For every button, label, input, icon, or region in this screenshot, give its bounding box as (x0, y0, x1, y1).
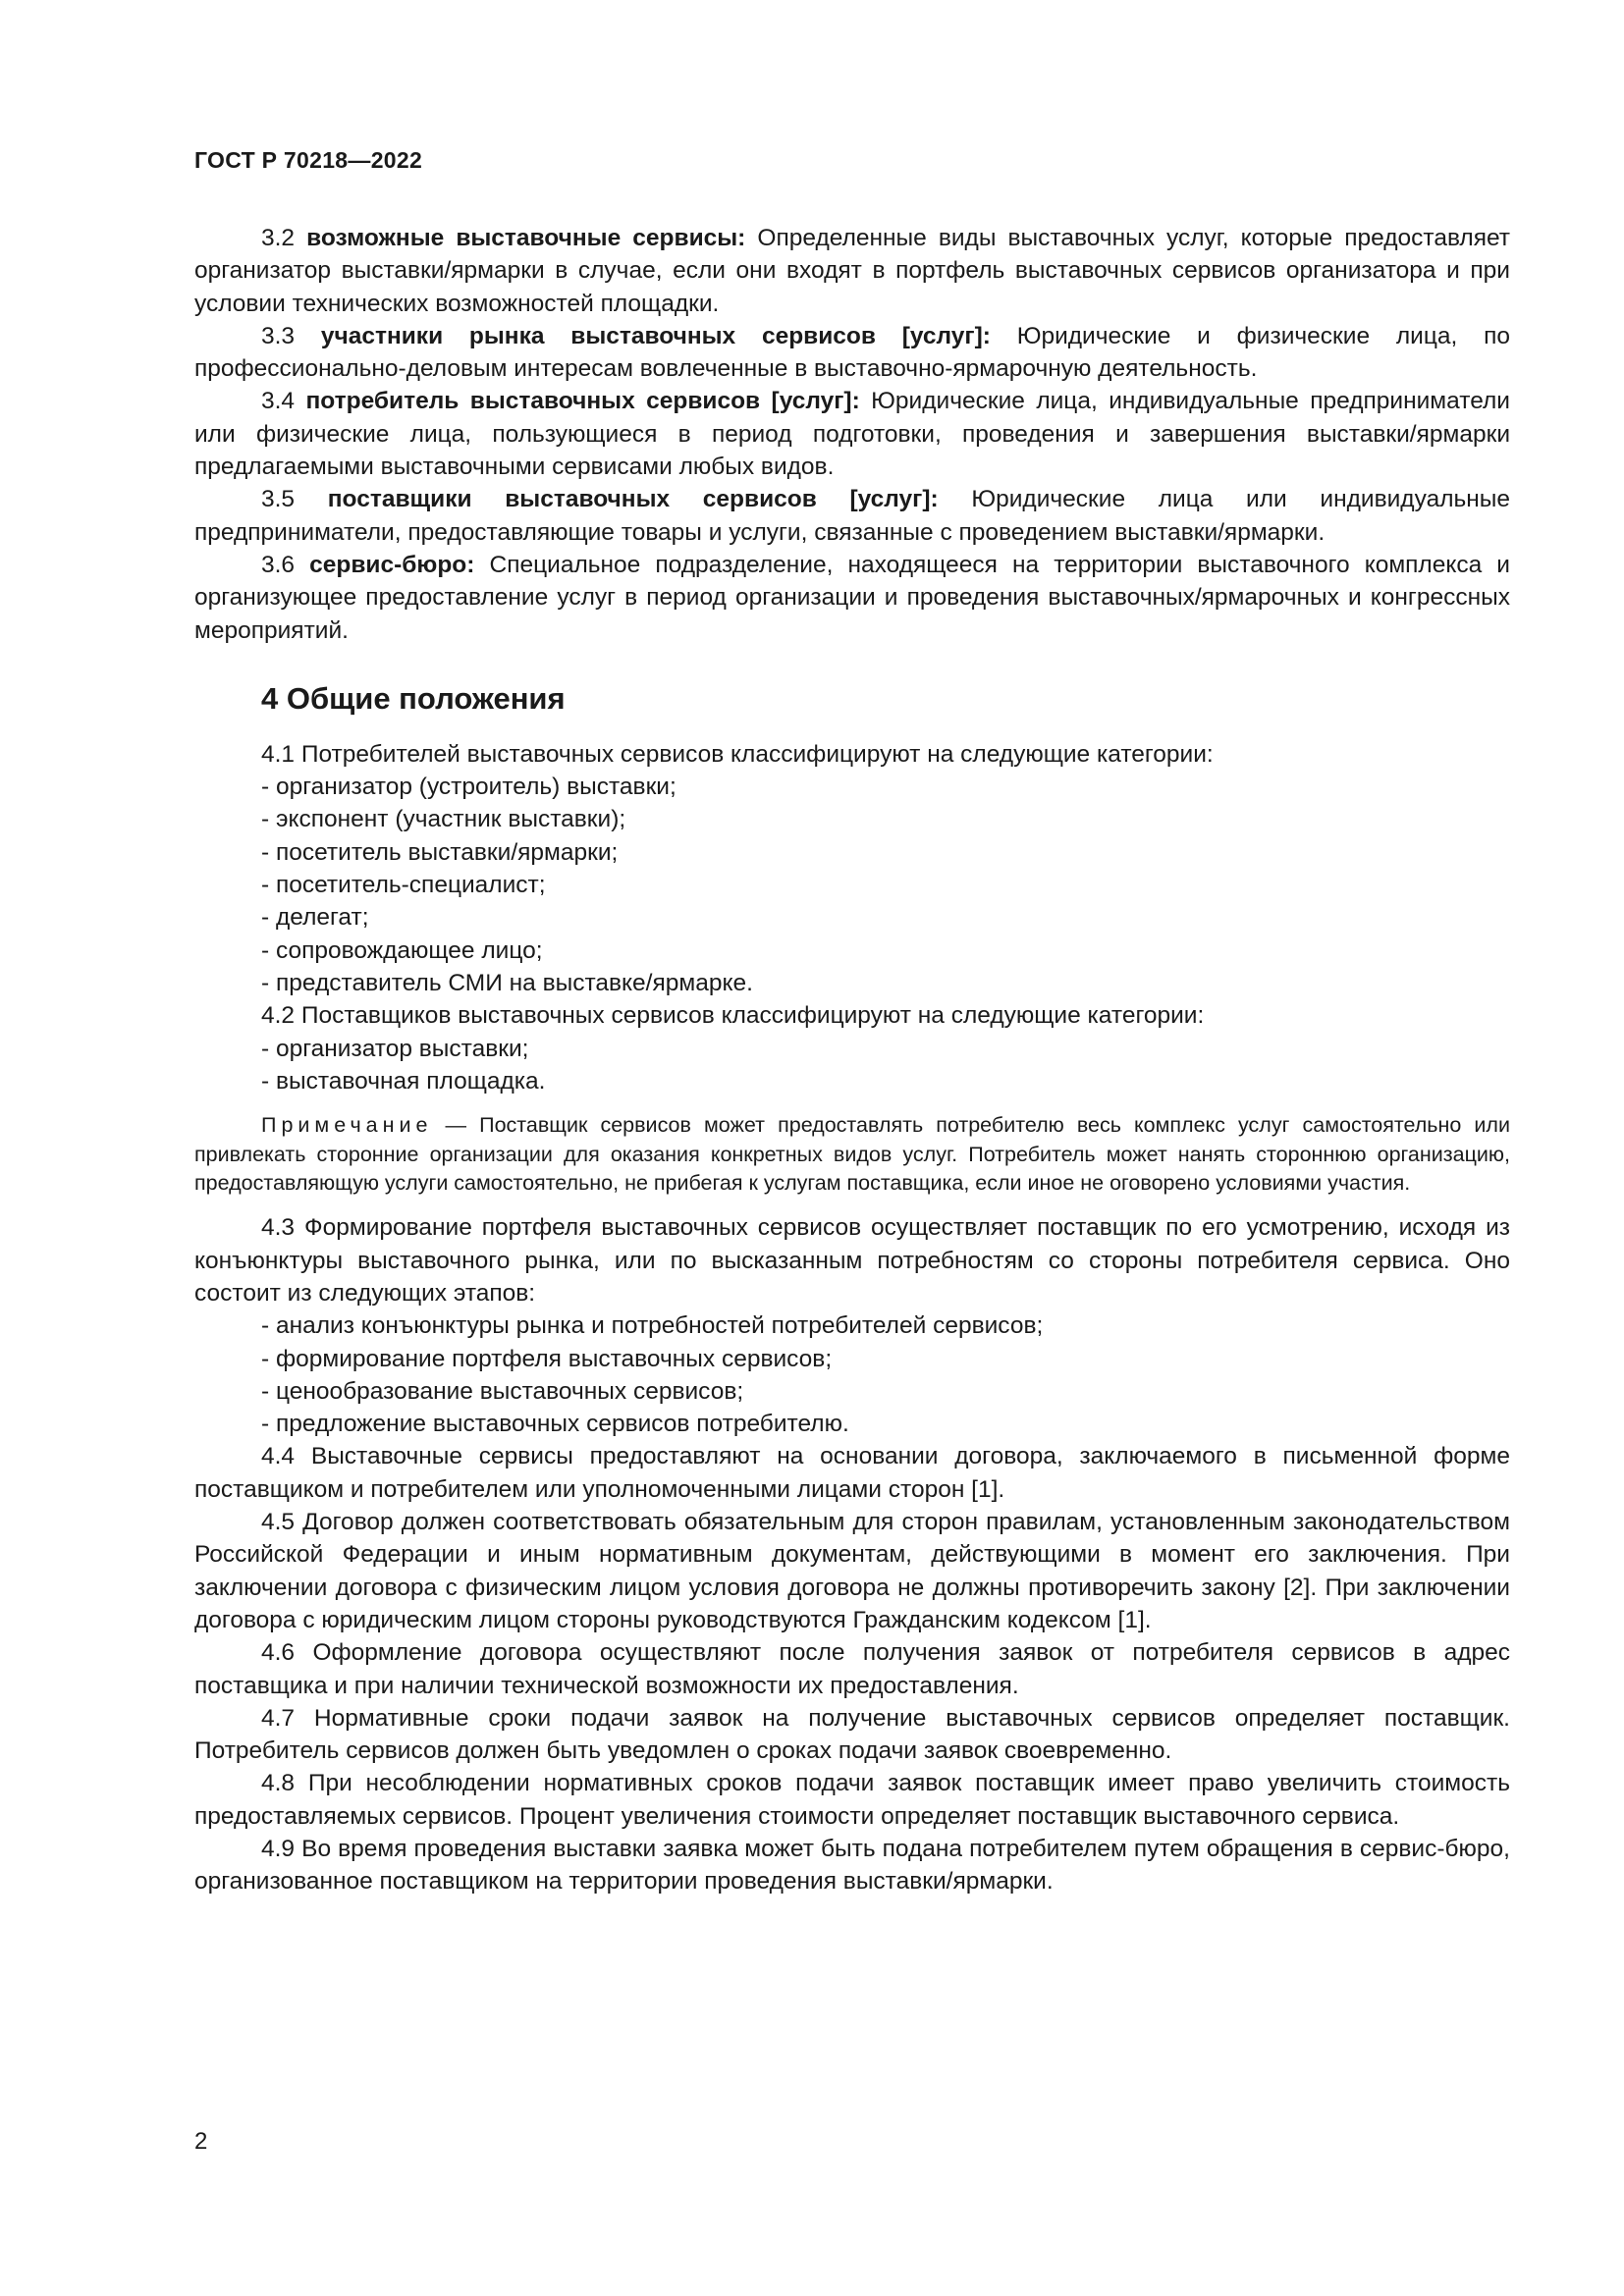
paragraph-4-7: 4.7 Нормативные сроки подачи заявок на получение выставочных сервисов определяет поставщик. Потребитель сервисов должен быть уведомлен о сроках подачи заявок своевременно. (194, 1704, 1510, 1765)
list-item: - организатор (устроитель) выставки; (261, 771, 1510, 803)
term-3-2: 3.2 возможные выставочные сервисы: Определенные виды выставочных услуг, которые предоставляет организатор выставки/ярмарки в случае, если они входят в портфель выставочных сервисов организатора и при условии технических возможностей площадки. (194, 225, 1510, 317)
term-3-3: 3.3 участники рынка выставочных сервисов [услуг]: Юридические и физические лица, по профессионально-деловым интересам вовлеченные в выставочно-ярмарочную деятельность. (194, 322, 1510, 383)
paragraph-4-4: 4.4 Выставочные сервисы предоставляют на основании договора, заключаемого в письменной форме поставщиком и потребителем или уполномоченными лицами сторон [1]. (194, 1443, 1510, 1503)
list-item: - посетитель-специалист; (261, 869, 1510, 901)
note-label: Примечание (261, 1113, 433, 1138)
consumer-categories-list (194, 771, 1510, 999)
list-item: - анализ конъюнктуры рынка и потребностей потребителей сервисов; (261, 1309, 1510, 1342)
term-definition: Специальное подразделение, находящееся на территории выставочного комплекса и организующее предоставление услуг в период организации и проведения выставочных/ярмарочных и конгрессных мероприятий. (194, 551, 1510, 644)
supplier-categories-list (194, 1033, 1510, 1098)
note-text: — Поставщик сервисов может предоставлять потребителю весь комплекс услуг самостоятельно или привлекать сторонние организации для оказания конкретных видов услуг. Потребитель может нанять стороннюю организацию, предоставляющую услуги самостоятельно, не прибегая к услугам поставщика, если иное не оговорено условиями участия. (194, 1113, 1510, 1195)
list-item: - предложение выставочных сервисов потребителю. (261, 1408, 1510, 1440)
paragraph-4-2: 4.2 Поставщиков выставочных сервисов классифицируют на следующие категории: (261, 1002, 1205, 1030)
list-item: - делегат; (261, 901, 1510, 934)
paragraph-4-3: 4.3 Формирование портфеля выставочных сервисов осуществляет поставщик по его усмотрению, исходя из конъюнктуры выставочного рынка, или по высказанным потребностям со стороны потребителя сервиса. Оно состоит из следующих этапов: (194, 1214, 1510, 1307)
section-4-heading: 4 Общие положения (261, 680, 566, 716)
list-item: - представитель СМИ на выставке/ярмарке. (261, 967, 1510, 999)
portfolio-stages-list (194, 1309, 1510, 1440)
list-item: - посетитель выставки/ярмарки; (261, 836, 1510, 869)
term-title: возможные выставочные сервисы: (306, 225, 746, 251)
term-definition: Юридические лица или индивидуальные предприниматели, предоставляющие товары и услуги, связанные с проведением выставки/ярмарки. (194, 486, 1511, 546)
term-3-4: 3.4 потребитель выставочных сервисов [услуг]: Юридические лица, индивидуальные предприниматели или физические лица, пользующиеся в период подготовки, проведения и завершения выставки/ярмарки предлагаемыми выставочными сервисами любых видов. (194, 388, 1510, 481)
list-item: - организатор выставки; (261, 1033, 1510, 1065)
term-title: сервис-бюро: (309, 551, 475, 578)
document-body (194, 222, 1510, 1898)
term-3-6: 3.6 сервис-бюро: Специальное подразделение, находящееся на территории выставочного комплекса и организующее предоставление услуг в период организации и проведения выставочных/ярмарочных и конгрессных мероприятий. (194, 551, 1510, 644)
list-item: - ценообразование выставочных сервисов; (261, 1375, 1510, 1408)
term-definition: Определенные виды выставочных услуг, которые предоставляет организатор выставки/ярмарки в случае, если они входят в портфель выставочных сервисов организатора и при условии технических возможностей площадки. (194, 225, 1510, 317)
term-definition: Юридические и физические лица, по профессионально-деловым интересам вовлеченные в выставочно-ярмарочную деятельность. (194, 322, 1510, 383)
term-definition: Юридические лица, индивидуальные предприниматели или физические лица, пользующиеся в период подготовки, проведения и завершения выставки/ярмарки предлагаемыми выставочными сервисами любых видов. (194, 388, 1510, 481)
term-title: потребитель выставочных сервисов [услуг]: (305, 388, 860, 415)
page-number: 2 (194, 2128, 208, 2155)
list-item: - формирование портфеля выставочных сервисов; (261, 1343, 1510, 1375)
document-code-header: ГОСТ Р 70218—2022 (194, 147, 423, 173)
list-item: - сопровождающее лицо; (261, 934, 1510, 967)
term-3-5: 3.5 поставщики выставочных сервисов [услуг]: Юридические лица или индивидуальные предприниматели, предоставляющие товары и услуги, связанные с проведением выставки/ярмарки. (194, 486, 1511, 546)
term-title: поставщики выставочных сервисов [услуг]: (327, 486, 939, 513)
paragraph-4-6: 4.6 Оформление договора осуществляют после получения заявок от потребителя сервисов в адрес поставщика и при наличии технической возможности их предоставления. (194, 1639, 1510, 1699)
note-block (194, 1111, 1510, 1198)
paragraph-4-9: 4.9 Во время проведения выставки заявка может быть подана потребителем путем обращения в сервис-бюро, организованное поставщиком на территории проведения выставки/ярмарки. (194, 1835, 1510, 1896)
paragraph-4-8: 4.8 При несоблюдении нормативных сроков подачи заявок поставщик имеет право увеличить стоимость предоставляемых сервисов. Процент увеличения стоимости определяет поставщик выставочного сервиса. (194, 1770, 1510, 1830)
paragraph-4-5: 4.5 Договор должен соответствовать обязательным для сторон правилам, установленным законодательством Российской Федерации и иным нормативным документам, действующими в момент его заключения. При заключении договора с физическим лицом условия договора не должны противоречить закону [2]. При заключении договора с юридическим лицом стороны руководствуются Гражданским кодексом [1]. (194, 1509, 1510, 1633)
list-item: - выставочная площадка. (261, 1065, 1510, 1097)
paragraph-4-1: 4.1 Потребителей выставочных сервисов классифицируют на следующие категории: (261, 740, 1214, 768)
term-title: участники рынка выставочных сервисов [услуг]: (320, 322, 991, 349)
list-item: - экспонент (участник выставки); (261, 803, 1510, 835)
